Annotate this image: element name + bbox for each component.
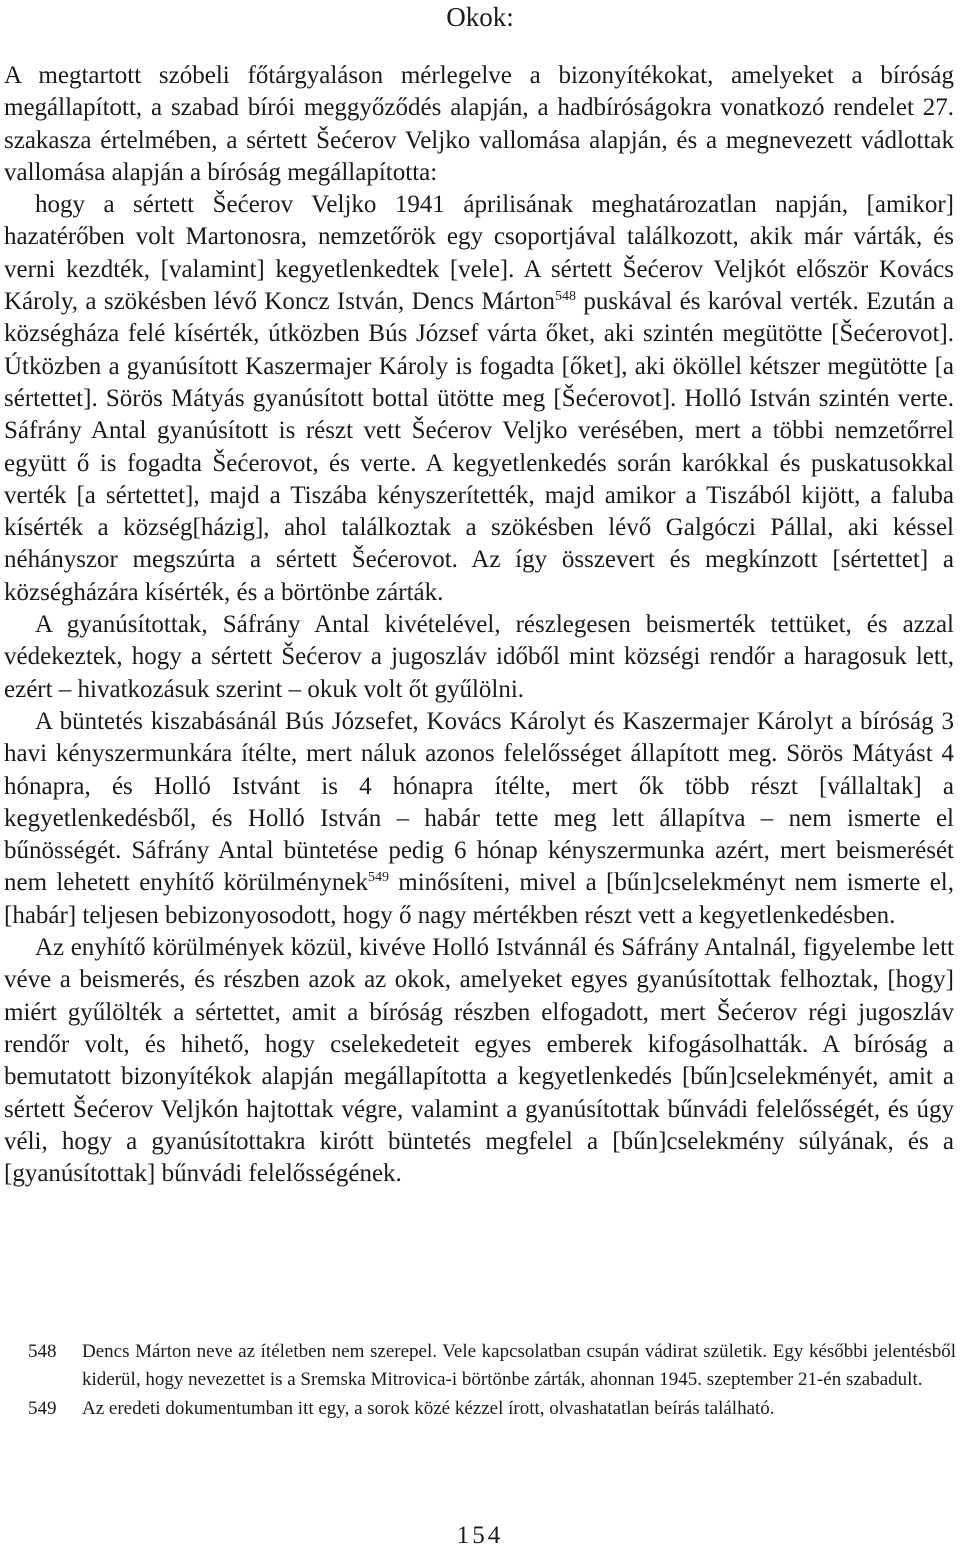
paragraph-4 bbox=[4, 706, 954, 932]
body-text bbox=[4, 60, 954, 1190]
footnote-number: 549 bbox=[28, 1397, 57, 1419]
paragraph-2-part-2: puskával és karóval verték. Ezután a községháza felé kísérték, útközben Bús József várta őket, aki szintén megütötte [Šećerovot]. Útközben a gyanúsított Kaszermajer Károly is fogadta [őket], aki ököllel kétszer megütötte [a sértettet]. Sörös Mátyás gyanúsított bottal ütötte meg [Šećerovot]. Holló István szintén verte. Sáfrány Antal gyanúsított is részt vett Šećerov Veljko verésében, mert a többi nemzetőrrel együtt ő is fogadta Šećerovot, és verte. A kegyetlenkedés során karókkal és puskatusokkal verték [a sértettet], majd a Tiszába kényszerítették, majd amikor a Tiszából kijött, a faluba kísérték a község[házig], ahol találkoztak a szökésben lévő Galgóczi Pállal, aki késsel néhányszor megszúrta a sértett Šećerovot. Az így összevert és megkínzott [sértettet] a községházára kísérték, és a börtönbe zárták. bbox=[4, 288, 954, 606]
footnote-548 bbox=[28, 1338, 956, 1395]
footnote-ref-549[interactable]: 549 bbox=[367, 870, 389, 886]
footnote-number: 548 bbox=[28, 1341, 57, 1362]
section-heading: Okok: bbox=[446, 2, 514, 32]
paragraph-4-part-1: A büntetés kiszabásánál Bús Józsefet, Kovács Károlyt és Kaszermajer Károlyt a bíróság 3 havi kényszermunkára ítélte, mert náluk azonos felelősséget állapított meg. Sörös Mátyást 4 hónapra, és Holló Istvánt is 4 hónapra ítélte, mert ők több részt [vállaltak] a kegyetlenkedésből, és Holló István – habár tette meg lett állapítva – nem ismerte el bűnösségét. Sáfrány Antal büntetése pedig 6 hónap kényszermunka azért, mert beismerését nem lehetett enyhítő körülménynek bbox=[4, 707, 954, 897]
paragraph-1: A megtartott szóbeli főtárgyaláson mérlegelve a bizonyítékokat, amelyeket a bíróság megállapított, a szabad bírói meggyőződés alapján, a hadbíróságokra vonatkozó rendelet 27. szakasza értelmében, a sértett Šećerov Veljko vallomása alapján, és a megnevezett vádlottak vallomása alapján a bíróság megállapította: bbox=[4, 62, 954, 186]
paragraph-2 bbox=[4, 189, 954, 609]
footnote-549 bbox=[28, 1395, 956, 1423]
footnote-ref-548[interactable]: 548 bbox=[555, 289, 577, 305]
paragraph-2-part-1: hogy a sértett Šećerov Veljko 1941 áprilisának meghatározatlan napján, [amikor] hazatérőben volt Martonosra, nemzetőrök egy csoportjával találkozott, akik már várták, és verni kezdték, [valamint] kegyetlenkedtek [vele]. A sértett Šećerov Veljkót először Kovács Károly, a szökésben lévő Koncz István, Dencs Márton bbox=[4, 191, 954, 316]
paragraph-3: A gyanúsítottak, Sáfrány Antal kivételével, részlegesen beismerték tettüket, és azzal védekeztek, hogy a sértett Šećerov a jugoszláv időből mint községi rendőr a haragosuk lett, ezért – hivatkozásuk szerint – okuk volt őt gyűlölni. bbox=[4, 611, 954, 703]
page-number: 154 bbox=[456, 1522, 504, 1549]
paragraph-4-part-2: minősíteni, mivel a [bűn]cselekményt nem ismerte el, [habár] teljesen bebizonyosodott, hogy ő nagy mértékben részt vett a kegyetlenkedésben. bbox=[4, 869, 954, 929]
footnotes bbox=[28, 1338, 956, 1423]
paragraph-5: Az enyhítő körülmények közül, kivéve Holló Istvánnál és Sáfrány Antalnál, figyelembe lett véve a beismerés, és részben azok az okok, amelyeket egyes gyanúsítottak felhoztak, [hogy] miért gyűlölték a sértettet, amit a bíróság részben elfogadott, mert Šećerov régi jugoszláv rendőr volt, és hihető, hogy cselekedeteit egyes emberek kifogásolhatták. A bíróság a bemutatott bizonyítékok alapján megállapította a kegyetlenkedés [bűn]cselekményét, amit a sértett Šećerov Veljkón hajtottak végre, valamint a gyanúsítottak bűnvádi felelősségét, és úgy véli, hogy a gyanúsítottakra kirótt büntetés megfelel a [bűn]cselekmény súlyának, és a [gyanúsítottak] bűnvádi felelősségének. bbox=[4, 934, 954, 1188]
footnote-text: Az eredeti dokumentumban itt egy, a sorok közé kézzel írott, olvashatatlan beírás található. bbox=[82, 1397, 775, 1419]
footnote-text: Dencs Márton neve az ítéletben nem szerepel. Vele kapcsolatban csupán vádirat születik. Egy későbbi jelentésből kiderül, hogy nevezettet is a Sremska Mitrovica-i börtönbe zárták, ahonnan 1945. szeptember 21-én szabadult. bbox=[82, 1341, 956, 1391]
